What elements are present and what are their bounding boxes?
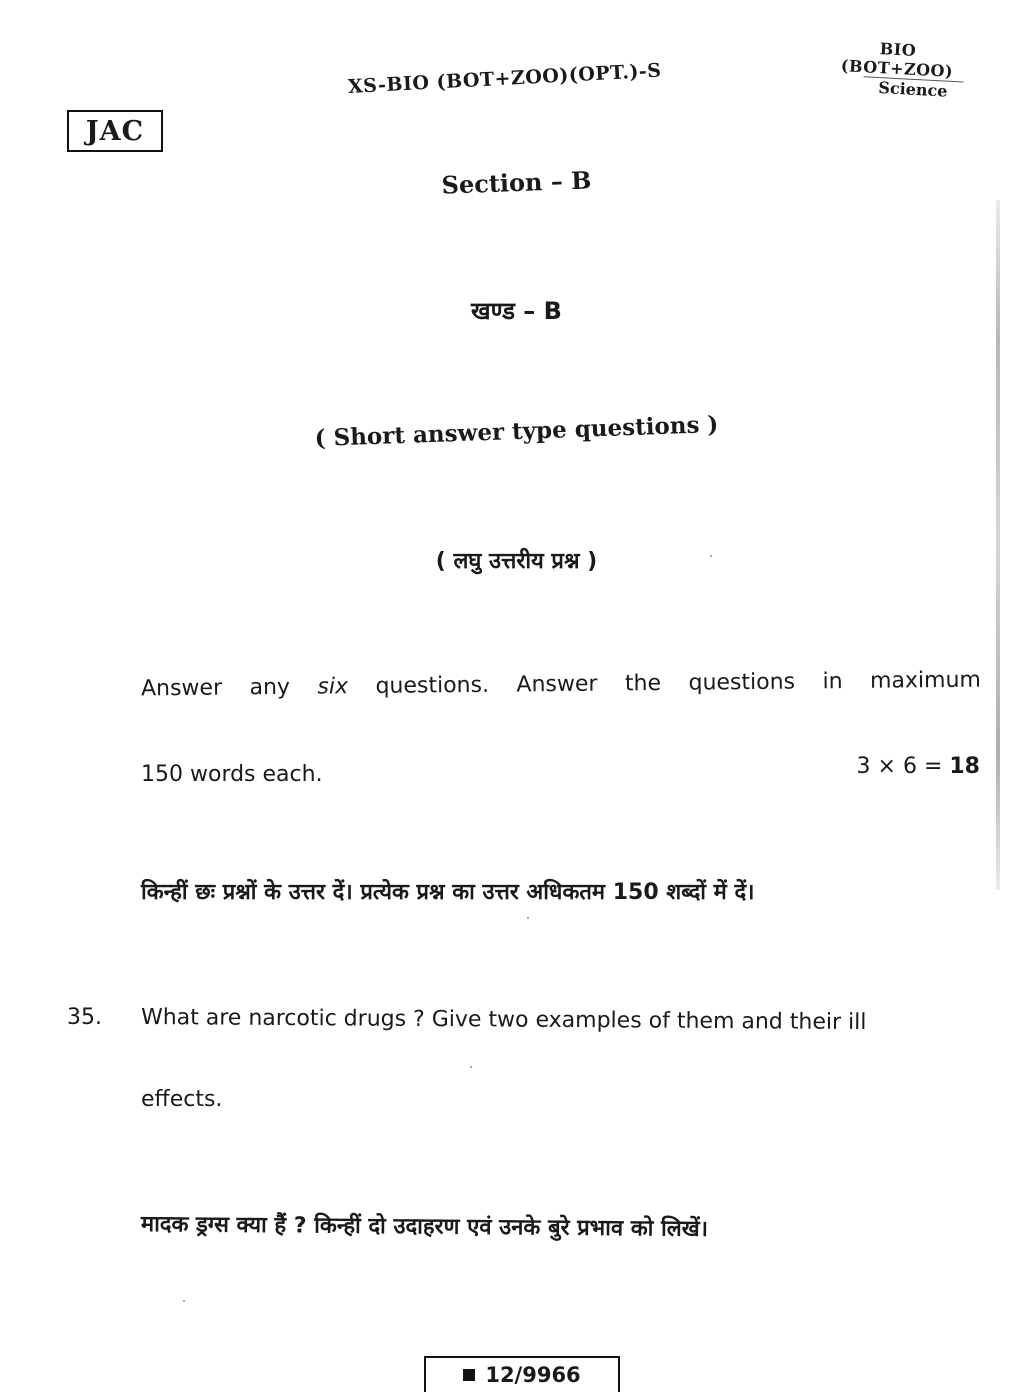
subject-line-1: BIO (BOT+ZOO) xyxy=(840,39,954,81)
question-text-en-line-1: What are narcotic drugs ? Give two examples of them and their ill xyxy=(140,1005,867,1036)
question-text-hi: मादक ड्रग्स क्या हैं ? किन्हीं दो उदाहरण एवं उनके बुरे प्रभाव को लिखें। xyxy=(140,1212,709,1242)
instr-word: maximum xyxy=(869,667,982,694)
question-number: 35. xyxy=(67,1005,102,1030)
square-bullet-icon xyxy=(463,1369,475,1381)
subject-line-2: Science xyxy=(863,76,964,101)
instr-word: Answer xyxy=(140,675,223,702)
question-type-en: ( Short answer type questions ) xyxy=(314,410,719,453)
paper-code: XS-BIO (BOT+ZOO)(OPT.)-S xyxy=(347,59,663,98)
subject-label xyxy=(821,36,974,102)
scan-speck xyxy=(183,1300,185,1302)
instr-word: questions. xyxy=(375,672,490,699)
instr-word: Answer xyxy=(516,671,598,698)
page-edge-shadow xyxy=(996,200,1000,890)
board-name: JAC xyxy=(85,115,145,147)
scan-speck xyxy=(710,555,712,557)
marks-formula: 3 × 6 = xyxy=(856,754,950,779)
scan-speck xyxy=(470,1066,472,1068)
section-title-en: Section – B xyxy=(441,165,592,200)
instruction-en-line-1 xyxy=(141,668,981,702)
question-type-hi: ( लघु उत्तरीय प्रश्न ) xyxy=(435,549,598,574)
instruction-hi: किन्हीं छः प्रश्नों के उत्तर दें। प्रत्येक प्रश्न का उत्तर अधिकतम 150 शब्दों में दें। xyxy=(141,880,755,905)
instr-word: the xyxy=(624,670,662,697)
instr-word: any xyxy=(249,674,291,701)
page-code-box xyxy=(424,1356,620,1392)
page-code: 12/9966 xyxy=(485,1363,581,1387)
section-title-hi: खण्ड – B xyxy=(471,297,562,325)
instr-word-emphasis: six xyxy=(317,674,349,700)
question-text-en-line-2: effects. xyxy=(141,1087,223,1112)
instr-word: in xyxy=(822,669,843,695)
board-logo-box xyxy=(67,110,163,152)
instruction-en-line-2: 150 words each. xyxy=(141,762,323,787)
marks-total: 18 xyxy=(949,754,980,779)
scan-speck xyxy=(527,917,529,919)
instr-word: questions xyxy=(688,669,796,696)
marks-allocation xyxy=(820,754,980,779)
